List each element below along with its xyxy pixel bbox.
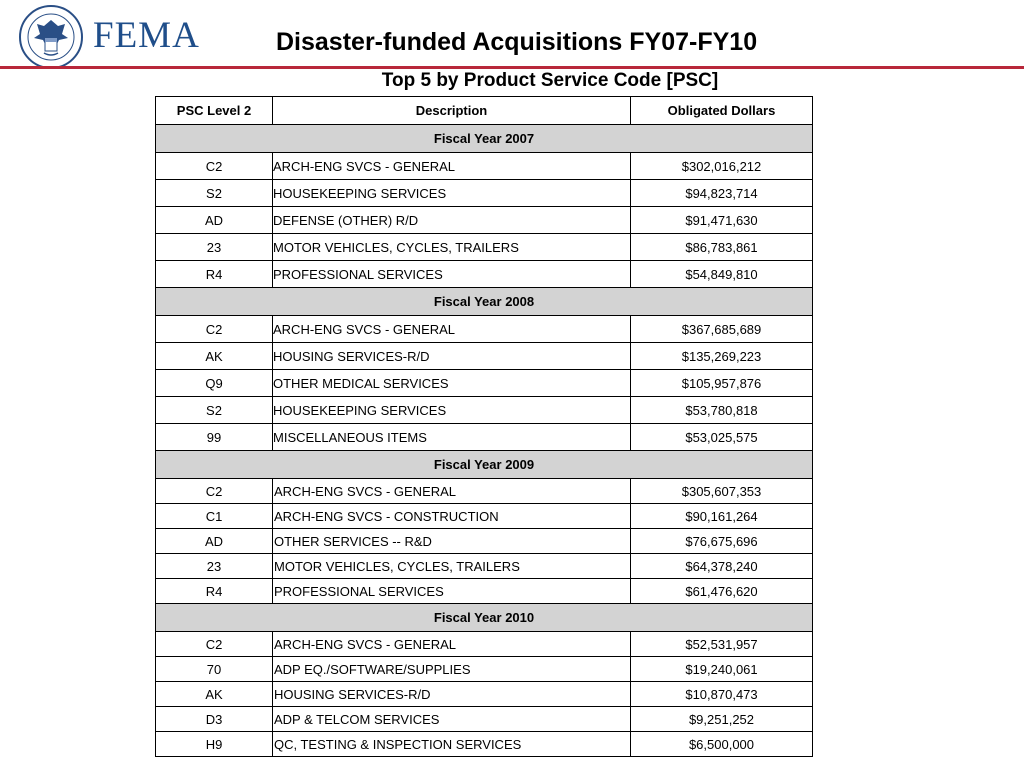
description-cell: MOTOR VEHICLES, CYCLES, TRAILERS <box>273 234 631 261</box>
dhs-seal-icon <box>18 4 84 70</box>
obligated-dollars-cell: $135,269,223 <box>631 343 813 370</box>
page-title: Disaster-funded Acquisitions FY07-FY10 <box>276 28 758 56</box>
description-cell: ADP EQ./SOFTWARE/SUPPLIES <box>273 657 631 682</box>
table-row <box>156 554 813 579</box>
fiscal-year-label: Fiscal Year 2010 <box>156 604 813 632</box>
table-row <box>156 316 813 343</box>
psc-code-cell: R4 <box>156 261 273 288</box>
obligated-dollars-cell: $53,025,575 <box>631 424 813 451</box>
obligated-dollars-cell: $52,531,957 <box>631 632 813 657</box>
psc-code-cell: 23 <box>156 554 273 579</box>
description-cell: ADP & TELCOM SERVICES <box>273 707 631 732</box>
page-subtitle: Top 5 by Product Service Code [PSC] <box>381 70 719 91</box>
obligated-dollars-cell: $19,240,061 <box>631 657 813 682</box>
description-cell: ARCH-ENG SVCS - GENERAL <box>273 316 631 343</box>
description-cell: OTHER SERVICES -- R&D <box>273 529 631 554</box>
psc-code-cell: S2 <box>156 397 273 424</box>
psc-code-cell: 70 <box>156 657 273 682</box>
table-row <box>156 153 813 180</box>
table-row <box>156 682 813 707</box>
psc-table <box>155 96 813 757</box>
fiscal-year-section-row <box>156 451 813 479</box>
psc-code-cell: AK <box>156 343 273 370</box>
description-cell: QC, TESTING & INSPECTION SERVICES <box>273 732 631 757</box>
psc-code-cell: AD <box>156 529 273 554</box>
fiscal-year-section-row <box>156 604 813 632</box>
fiscal-year-label: Fiscal Year 2007 <box>156 125 813 153</box>
psc-code-cell: H9 <box>156 732 273 757</box>
obligated-dollars-cell: $90,161,264 <box>631 504 813 529</box>
description-cell: ARCH-ENG SVCS - GENERAL <box>273 153 631 180</box>
table-row <box>156 343 813 370</box>
psc-code-cell: C2 <box>156 153 273 180</box>
table-row <box>156 261 813 288</box>
obligated-dollars-cell: $61,476,620 <box>631 579 813 604</box>
fiscal-year-section-row <box>156 288 813 316</box>
description-cell: HOUSING SERVICES-R/D <box>273 682 631 707</box>
obligated-dollars-cell: $91,471,630 <box>631 207 813 234</box>
table-row <box>156 529 813 554</box>
header-divider <box>0 66 1024 69</box>
obligated-dollars-cell: $367,685,689 <box>631 316 813 343</box>
table-row <box>156 504 813 529</box>
description-cell: OTHER MEDICAL SERVICES <box>273 370 631 397</box>
psc-code-cell: 99 <box>156 424 273 451</box>
obligated-dollars-cell: $76,675,696 <box>631 529 813 554</box>
psc-code-cell: R4 <box>156 579 273 604</box>
description-cell: PROFESSIONAL SERVICES <box>273 261 631 288</box>
psc-code-cell: D3 <box>156 707 273 732</box>
description-cell: HOUSING SERVICES-R/D <box>273 343 631 370</box>
column-header-description: Description <box>273 97 631 125</box>
table-body <box>156 125 813 757</box>
table-row <box>156 479 813 504</box>
obligated-dollars-cell: $64,378,240 <box>631 554 813 579</box>
obligated-dollars-cell: $9,251,252 <box>631 707 813 732</box>
psc-code-cell: S2 <box>156 180 273 207</box>
table-row <box>156 180 813 207</box>
obligated-dollars-cell: $86,783,861 <box>631 234 813 261</box>
description-cell: ARCH-ENG SVCS - GENERAL <box>273 479 631 504</box>
obligated-dollars-cell: $105,957,876 <box>631 370 813 397</box>
table-row <box>156 234 813 261</box>
psc-code-cell: Q9 <box>156 370 273 397</box>
table-row <box>156 657 813 682</box>
table-row <box>156 397 813 424</box>
table-row <box>156 424 813 451</box>
psc-code-cell: C2 <box>156 632 273 657</box>
obligated-dollars-cell: $302,016,212 <box>631 153 813 180</box>
description-cell: MOTOR VEHICLES, CYCLES, TRAILERS <box>273 554 631 579</box>
obligated-dollars-cell: $305,607,353 <box>631 479 813 504</box>
description-cell: ARCH-ENG SVCS - GENERAL <box>273 632 631 657</box>
psc-code-cell: C2 <box>156 479 273 504</box>
obligated-dollars-cell: $94,823,714 <box>631 180 813 207</box>
table-row <box>156 707 813 732</box>
table-row <box>156 732 813 757</box>
psc-code-cell: C2 <box>156 316 273 343</box>
table-row <box>156 579 813 604</box>
description-cell: ARCH-ENG SVCS - CONSTRUCTION <box>273 504 631 529</box>
psc-code-cell: C1 <box>156 504 273 529</box>
obligated-dollars-cell: $54,849,810 <box>631 261 813 288</box>
table-row <box>156 632 813 657</box>
fiscal-year-section-row <box>156 125 813 153</box>
description-cell: PROFESSIONAL SERVICES <box>273 579 631 604</box>
fiscal-year-label: Fiscal Year 2009 <box>156 451 813 479</box>
table-row <box>156 207 813 234</box>
description-cell: HOUSEKEEPING SERVICES <box>273 397 631 424</box>
obligated-dollars-cell: $6,500,000 <box>631 732 813 757</box>
psc-code-cell: 23 <box>156 234 273 261</box>
obligated-dollars-cell: $53,780,818 <box>631 397 813 424</box>
table-row <box>156 370 813 397</box>
description-cell: HOUSEKEEPING SERVICES <box>273 180 631 207</box>
column-header-psc-level: PSC Level 2 <box>156 97 273 125</box>
table-header-row <box>156 97 813 125</box>
obligated-dollars-cell: $10,870,473 <box>631 682 813 707</box>
description-cell: MISCELLANEOUS ITEMS <box>273 424 631 451</box>
psc-code-cell: AD <box>156 207 273 234</box>
description-cell: DEFENSE (OTHER) R/D <box>273 207 631 234</box>
column-header-obligated-dollars: Obligated Dollars <box>631 97 813 125</box>
fiscal-year-label: Fiscal Year 2008 <box>156 288 813 316</box>
psc-code-cell: AK <box>156 682 273 707</box>
fema-logo: FEMA <box>93 15 200 56</box>
